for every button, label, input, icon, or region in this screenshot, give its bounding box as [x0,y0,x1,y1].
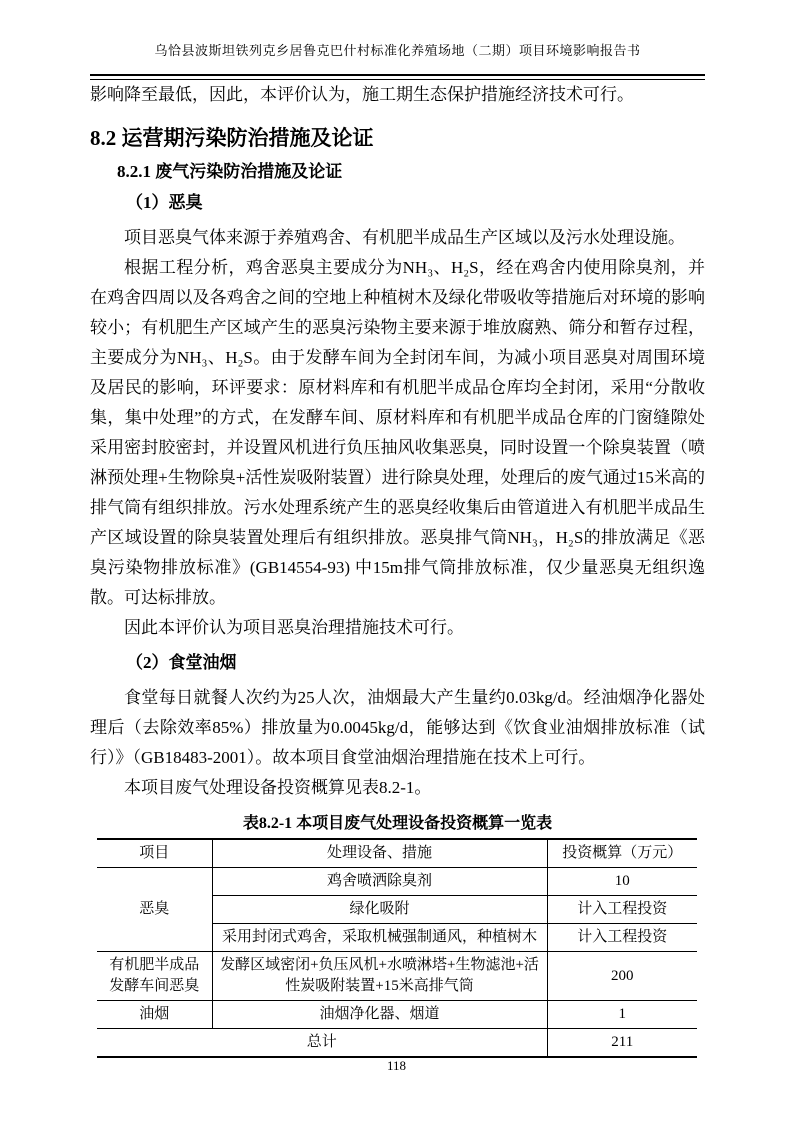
column-header-cost: 投资概算（万元） [547,839,697,868]
paragraph-odor-conclusion: 因此本评价认为项目恶臭治理措施技术可行。 [124,618,464,637]
paragraph-construction-conclusion: 影响降至最低，因此，本评价认为，施工期生态保护措施经济技术可行。 [90,85,634,104]
paragraph-table-reference: 本项目废气处理设备投资概算见表8.2-1。 [124,778,432,797]
paragraph-odor-sources: 项目恶臭气体来源于养殖鸡舍、有机肥半成品生产区域以及污水处理设施。 [124,228,685,247]
cell-odor-cost-1: 10 [547,868,697,896]
cell-oil-label: 油烟 [97,1001,212,1029]
table-row-total [97,1029,697,1058]
subsection-heading-cooking-fume: （2）食堂油烟 [126,653,237,672]
cell-odor-label: 恶臭 [97,868,212,952]
cell-fermentation-measure: 发酵区域密闭+负压风机+水喷淋塔+生物滤池+活性炭吸附装置+15米高排气筒 [212,952,547,1001]
page-body [90,80,705,1058]
cell-odor-cost-3: 计入工程投资 [547,924,697,952]
cell-odor-cost-2: 计入工程投资 [547,896,697,924]
column-header-measure: 处理设备、措施 [212,839,547,868]
cell-fermentation-label: 有机肥半成品发酵车间恶臭 [97,952,212,1001]
table-row [97,952,697,1001]
cell-total-cost: 211 [547,1029,697,1058]
page-header [90,42,705,80]
table-header-row [97,839,697,868]
cell-odor-measure-2: 绿化吸附 [212,896,547,924]
section-heading-8-2: 8.2 运营期污染防治措施及论证 [90,126,374,150]
cell-fermentation-cost: 200 [547,952,697,1001]
subsection-heading-odor: （1）恶臭 [126,193,203,212]
table-row [97,868,697,896]
cell-odor-measure-1: 鸡舍喷洒除臭剂 [212,868,547,896]
paragraph-odor-measures: 根据工程分析，鸡舍恶臭主要成分为NH₃、H₂S，经在鸡舍内使用除臭剂，并在鸡舍四周以及各鸡舍之间的空地上种植树木及绿化带吸收等措施后对环境的影响较小；有机肥生产区域产生的恶臭污染物主要来源于堆放腐熟、筛分和暂存过程，主要成分为NH₃、H₂S。由于发酵车间为全封闭车间，为减小项目恶臭对周围环境及居民的影响，环评要求：原材料库和有机肥半成品仓库均全封闭，采用“分散收集，集中处理”的方式，在发酵车间、原材料库和有机肥半成品仓库的门窗缝隙处采用密封胶密封，并设置风机进行负压抽风收集恶臭，同时设置一个除臭装置（喷淋预处理+生物除臭+活性炭吸附装置）进行除臭处理，处理后的废气通过15米高的排气筒有组织排放。污水处理系统产生的恶臭经收集后由管道进入有机肥半成品生产区域设置的除臭装置处理后有组织排放。恶臭排气筒NH₃，H₂S的排放满足《恶臭污染物排放标准》(GB14554-93) 中15m排气筒排放标准，仅少量恶臭无组织逸散。可达标排放。 [90,258,705,607]
section-heading-8-2-1: 8.2.1 废气污染防治措施及论证 [117,162,343,181]
cell-oil-cost: 1 [547,1001,697,1029]
page-number: 118 [386,1058,407,1073]
cell-total-label: 总计 [97,1029,547,1058]
cell-odor-measure-3: 采用封闭式鸡舍，采取机械强制通风，种植树木 [212,924,547,952]
page-header-title: 乌恰县波斯坦铁列克乡居鲁克巴什村标准化养殖场地（二期）项目环境影响报告书 [154,43,641,58]
cell-oil-measure: 油烟净化器、烟道 [212,1001,547,1029]
column-header-item: 项目 [97,839,212,868]
table-row [97,1001,697,1029]
paragraph-cooking-fume: 食堂每日就餐人次约为25人次，油烟最大产生量约0.03kg/d。经油烟净化器处理后（去除效率85%）排放量为0.0045kg/d，能够达到《饮食业油烟排放标准（试行）》（GB18483-2001）。故本项目食堂油烟治理措施在技术上可行。 [90,688,705,767]
table-title: 表8.2-1 本项目废气处理设备投资概算一览表 [242,815,553,832]
investment-estimate-table [97,838,697,1058]
